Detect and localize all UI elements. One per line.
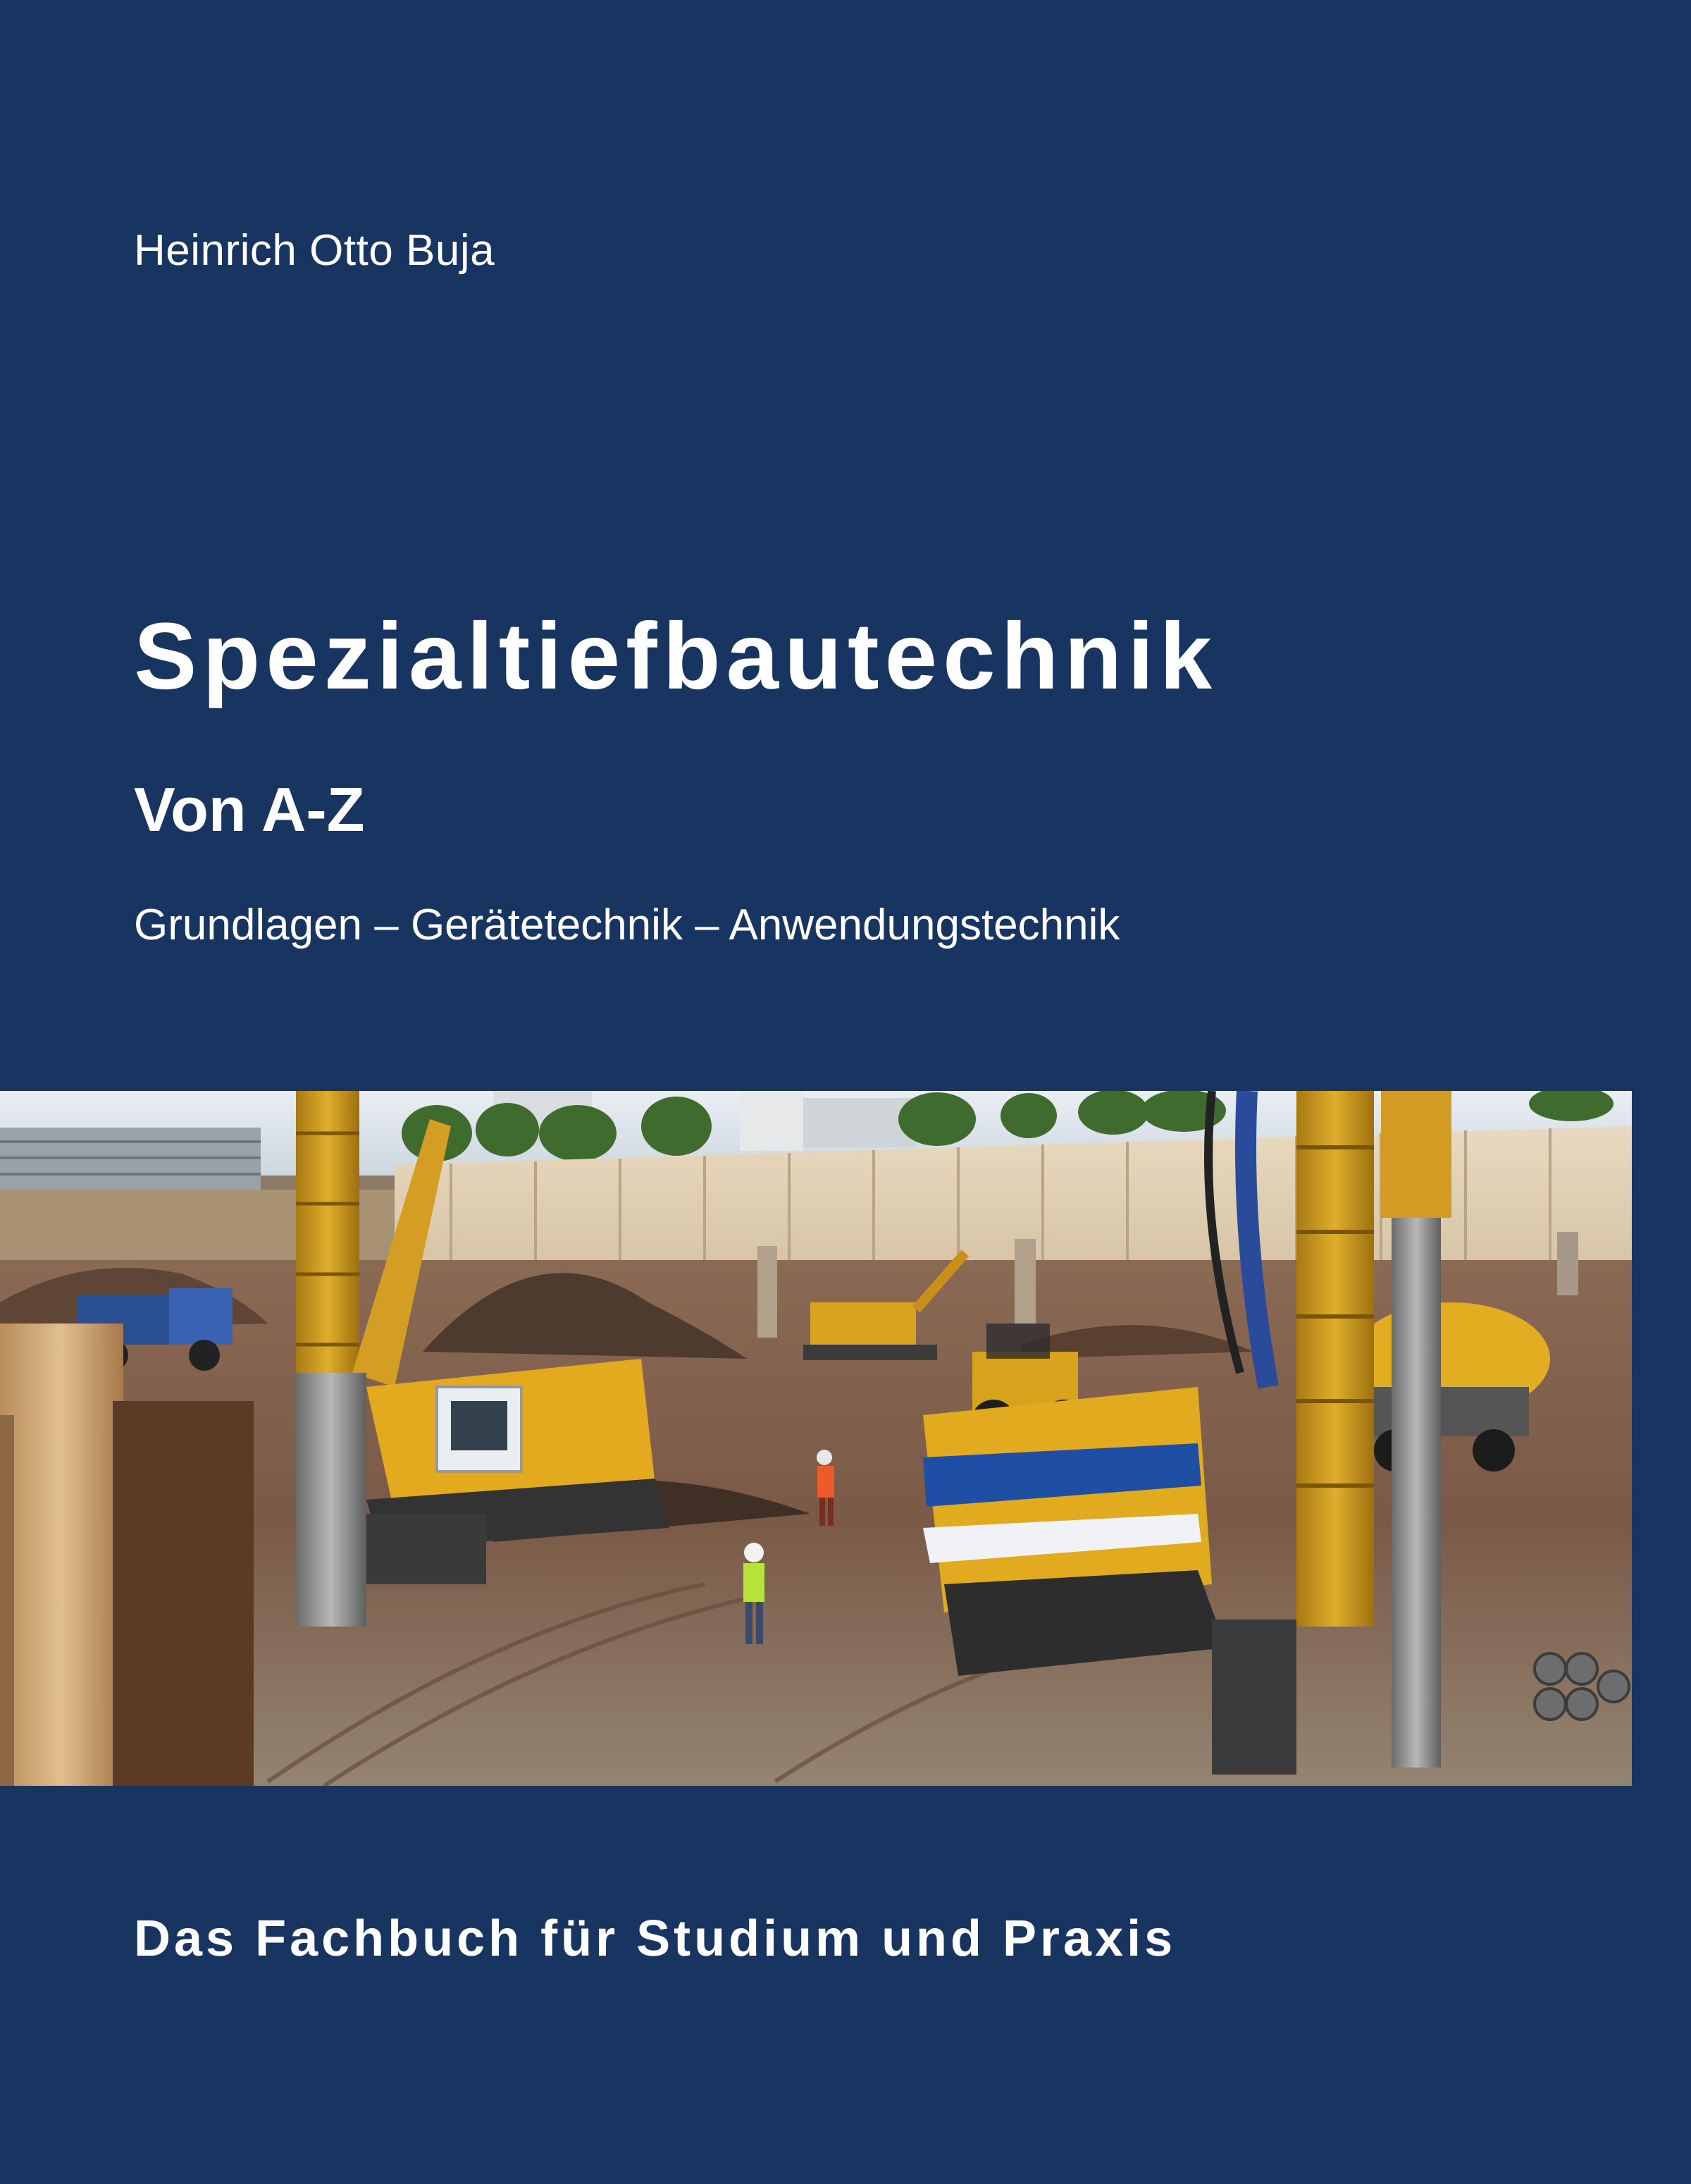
book-tagline: Das Fachbuch für Studium und Praxis	[134, 1911, 1177, 1967]
book-subtitle: Von A-Z	[134, 775, 365, 844]
book-topics: Grundlagen – Gerätetechnik – Anwendungstechnik	[134, 901, 1120, 949]
author-name: Heinrich Otto Buja	[134, 226, 495, 275]
book-title: Spezialtiefbautechnik	[134, 604, 1218, 709]
cover-photo	[0, 1091, 1632, 1786]
